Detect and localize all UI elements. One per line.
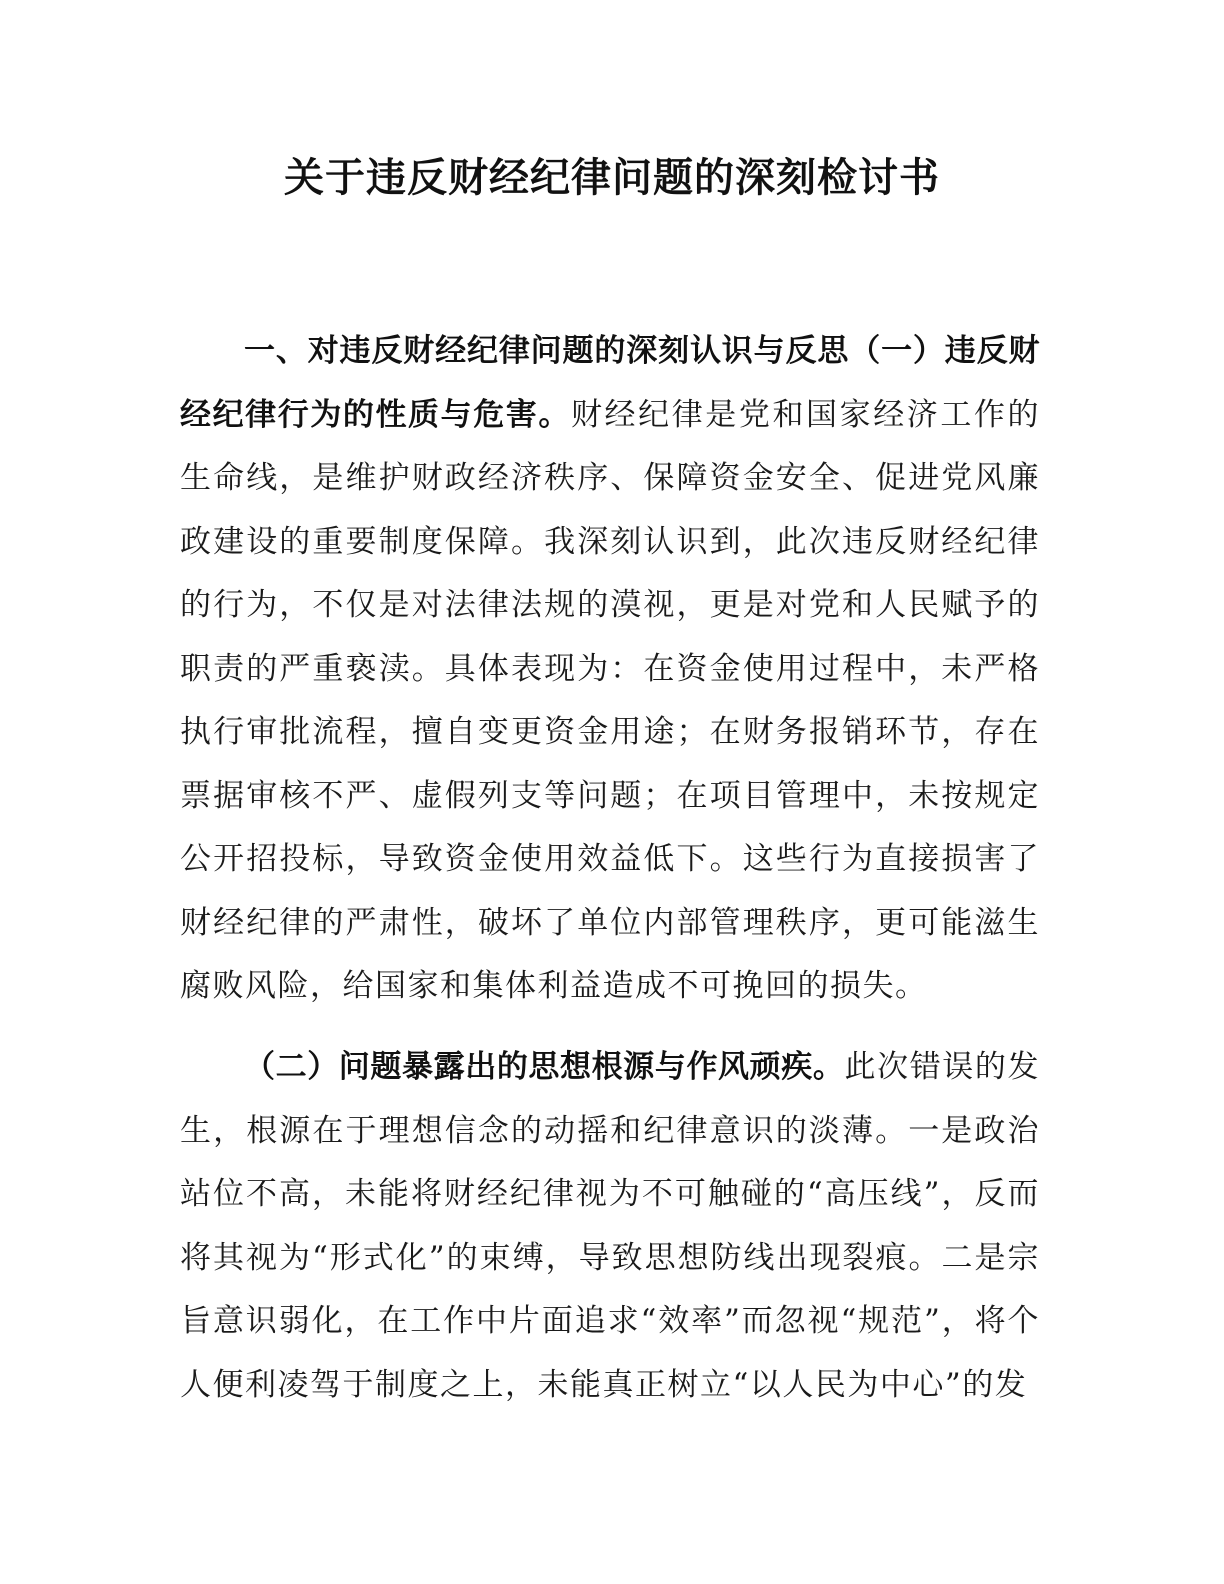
paragraph-2 — [180, 1036, 1040, 1417]
document-title: 关于违反财经纪律问题的深刻检讨书 — [284, 155, 940, 201]
paragraph-1-heading: 一、对违反财经纪律问题的深刻认识与反思（一）违反财经纪律行为的性质与危害。 — [180, 333, 1040, 433]
paragraph-1-body: 财经纪律是党和国家经济工作的生命线，是维护财政经济秩序、保障资金安全、促进党风廉政建设的重要制度保障。我深刻认识到，此次违反财经纪律的行为，不仅是对法律法规的漠视，更是对党和人民赋予的职责的严重亵渎。具体表现为：在资金使用过程中，未严格执行审批流程，擅自变更资金用途；在财务报销环节，存在票据审核不严、虚假列支等问题；在项目管理中，未按规定公开招投标，导致资金使用效益低下。这些行为直接损害了财经纪律的严肃性，破坏了单位内部管理秩序，更可能滋生腐败风险，给国家和集体利益造成不可挽回的损失。 — [180, 396, 1041, 1004]
paragraph-2-body: 此次错误的发生，根源在于理想信念的动摇和纪律意识的淡薄。一是政治站位不高，未能将财经纪律视为不可触碰的“高压线”，反而将其视为“形式化”的束缚，导致思想防线出现裂痕。二是宗旨意识弱化，在工作中片面追求“效率”而忽视“规范”，将个人便利凌驾于制度之上，未能真正树立“以人民为中心”的发 — [180, 1049, 1041, 1403]
paragraph-2-heading: （二）问题暴露出的思想根源与作风顽疾。 — [244, 1049, 845, 1085]
paragraph-1 — [180, 320, 1040, 1019]
